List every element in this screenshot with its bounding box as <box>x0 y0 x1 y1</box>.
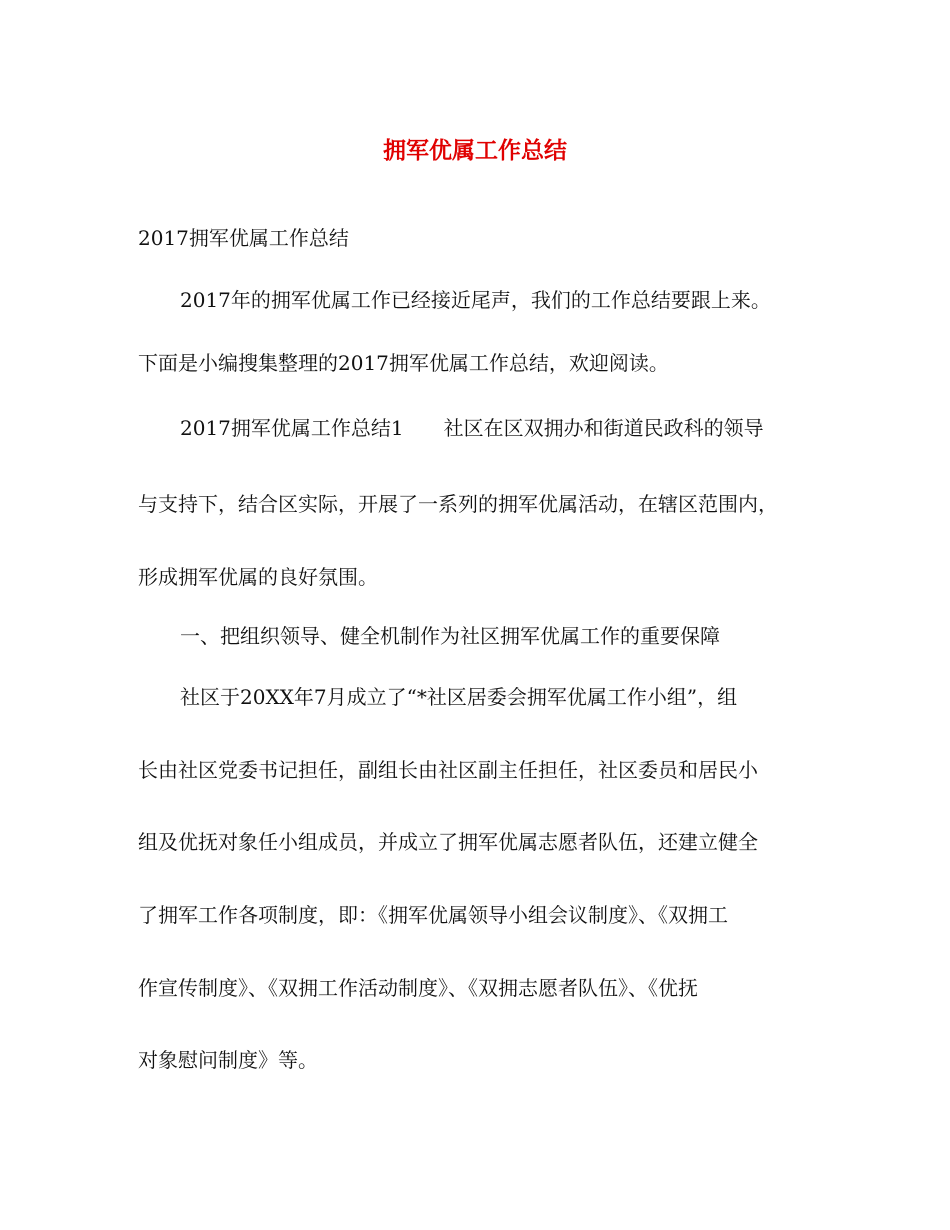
section-text: 社区在区双拥办和街道民政科的领导 <box>443 416 764 440</box>
subtitle: 2017拥军优属工作总结 <box>138 226 349 250</box>
section-heading: 一、把组织领导、健全机制作为社区拥军优属工作的重要保障 <box>180 624 720 648</box>
paragraph-line: 社区于20XX年7月成立了“*社区居委会拥军优属工作小组”，组 <box>180 685 738 709</box>
paragraph-line: 下面是小编搜集整理的2017拥军优属工作总结，欢迎阅读。 <box>138 351 669 375</box>
document-title: 拥军优属工作总结 <box>383 138 567 164</box>
paragraph-line: 作宣传制度》、《双拥工作活动制度》、《双拥志愿者队伍》、《优抚 <box>138 976 698 1000</box>
paragraph-line: 对象慰问制度》等。 <box>138 1048 318 1072</box>
paragraph-line: 长由社区党委书记担任，副组长由社区副主任担任，社区委员和居民小 <box>138 758 758 782</box>
paragraph-line: 形成拥军优属的良好氛围。 <box>138 565 378 589</box>
paragraph-line: 组及优抚对象任小组成员，并成立了拥军优属志愿者队伍，还建立健全 <box>138 830 758 854</box>
section-heading: 2017拥军优属工作总结1 <box>180 416 404 440</box>
paragraph-line: 了拥军工作各项制度，即：《拥军优属领导小组会议制度》、《双拥工 <box>138 903 728 927</box>
paragraph-line: 2017年的拥军优属工作已经接近尾声，我们的工作总结要跟上来。 <box>180 288 771 312</box>
section-heading-line <box>180 414 764 442</box>
paragraph-line: 与支持下，结合区实际，开展了一系列的拥军优属活动，在辖区范围内， <box>138 492 778 516</box>
